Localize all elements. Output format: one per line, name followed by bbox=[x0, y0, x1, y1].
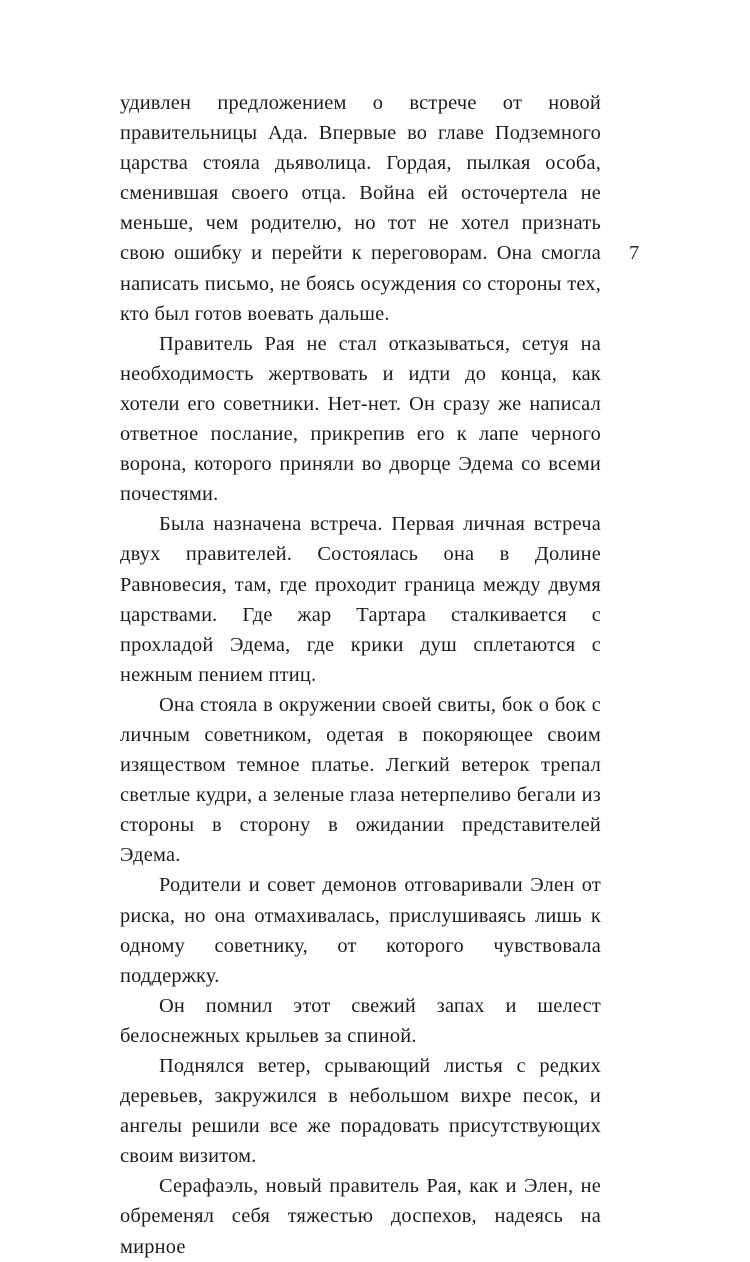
paragraph-7: Поднялся ветер, срывающий листья с редких деревьев, закружился в небольшом вихре песок, и ангелы решили все же порадовать присутствующих своим визитом. bbox=[120, 1055, 601, 1168]
paragraph-2: Правитель Рая не стал отказываться, сетуя на необходимость жертвовать и идти до конца, как хотели его советники. Нет-нет. Он сразу же написал ответное послание, прикрепив его к лапе черного ворона, которого приняли во дворце Эдема со всеми почестями. bbox=[120, 332, 601, 506]
paragraph-6: Он помнил этот свежий запах и шелест белоснежных крыльев за спиной. bbox=[120, 994, 601, 1047]
page-number: 7 bbox=[629, 242, 640, 264]
page-text-block bbox=[120, 88, 601, 1262]
paragraph-1: удивлен предложением о встрече от новой правительницы Ада. Впервые во главе Подземного царства стояла дьяволица. Гордая, пылкая особа, сменившая своего отца. Война ей осточертела не меньше, чем родителю, но тот не хотел признать свою ошибку и перейти к переговорам. Она смогла написать письмо, не боясь осуждения со стороны тех, кто был готов воевать дальше. bbox=[120, 92, 601, 325]
paragraph-3: Была назначена встреча. Первая личная встреча двух правителей. Состоялась она в Долине Равновесия, там, где проходит граница между двумя царствами. Где жар Тартара сталкивается с прохладой Эдема, где крики душ сплетаются с нежным пением птиц. bbox=[120, 513, 601, 686]
paragraph-4: Она стояла в окружении своей свиты, бок о бок с личным советником, одетая в покоряющее своим изяществом темное платье. Легкий ветерок трепал светлые кудри, а зеленые глаза нетерпеливо бегали из стороны в сторону в ожидании представителей Эдема. bbox=[120, 693, 601, 867]
paragraph-5: Родители и совет демонов отговаривали Элен от риска, но она отмахивалась, прислушиваясь лишь к одному советнику, от которого чувствовала поддержку. bbox=[120, 874, 601, 987]
paragraph-8: Серафаэль, новый правитель Рая, как и Элен, не обременял себя тяжестью доспехов, надеясь на мирное bbox=[120, 1175, 601, 1258]
